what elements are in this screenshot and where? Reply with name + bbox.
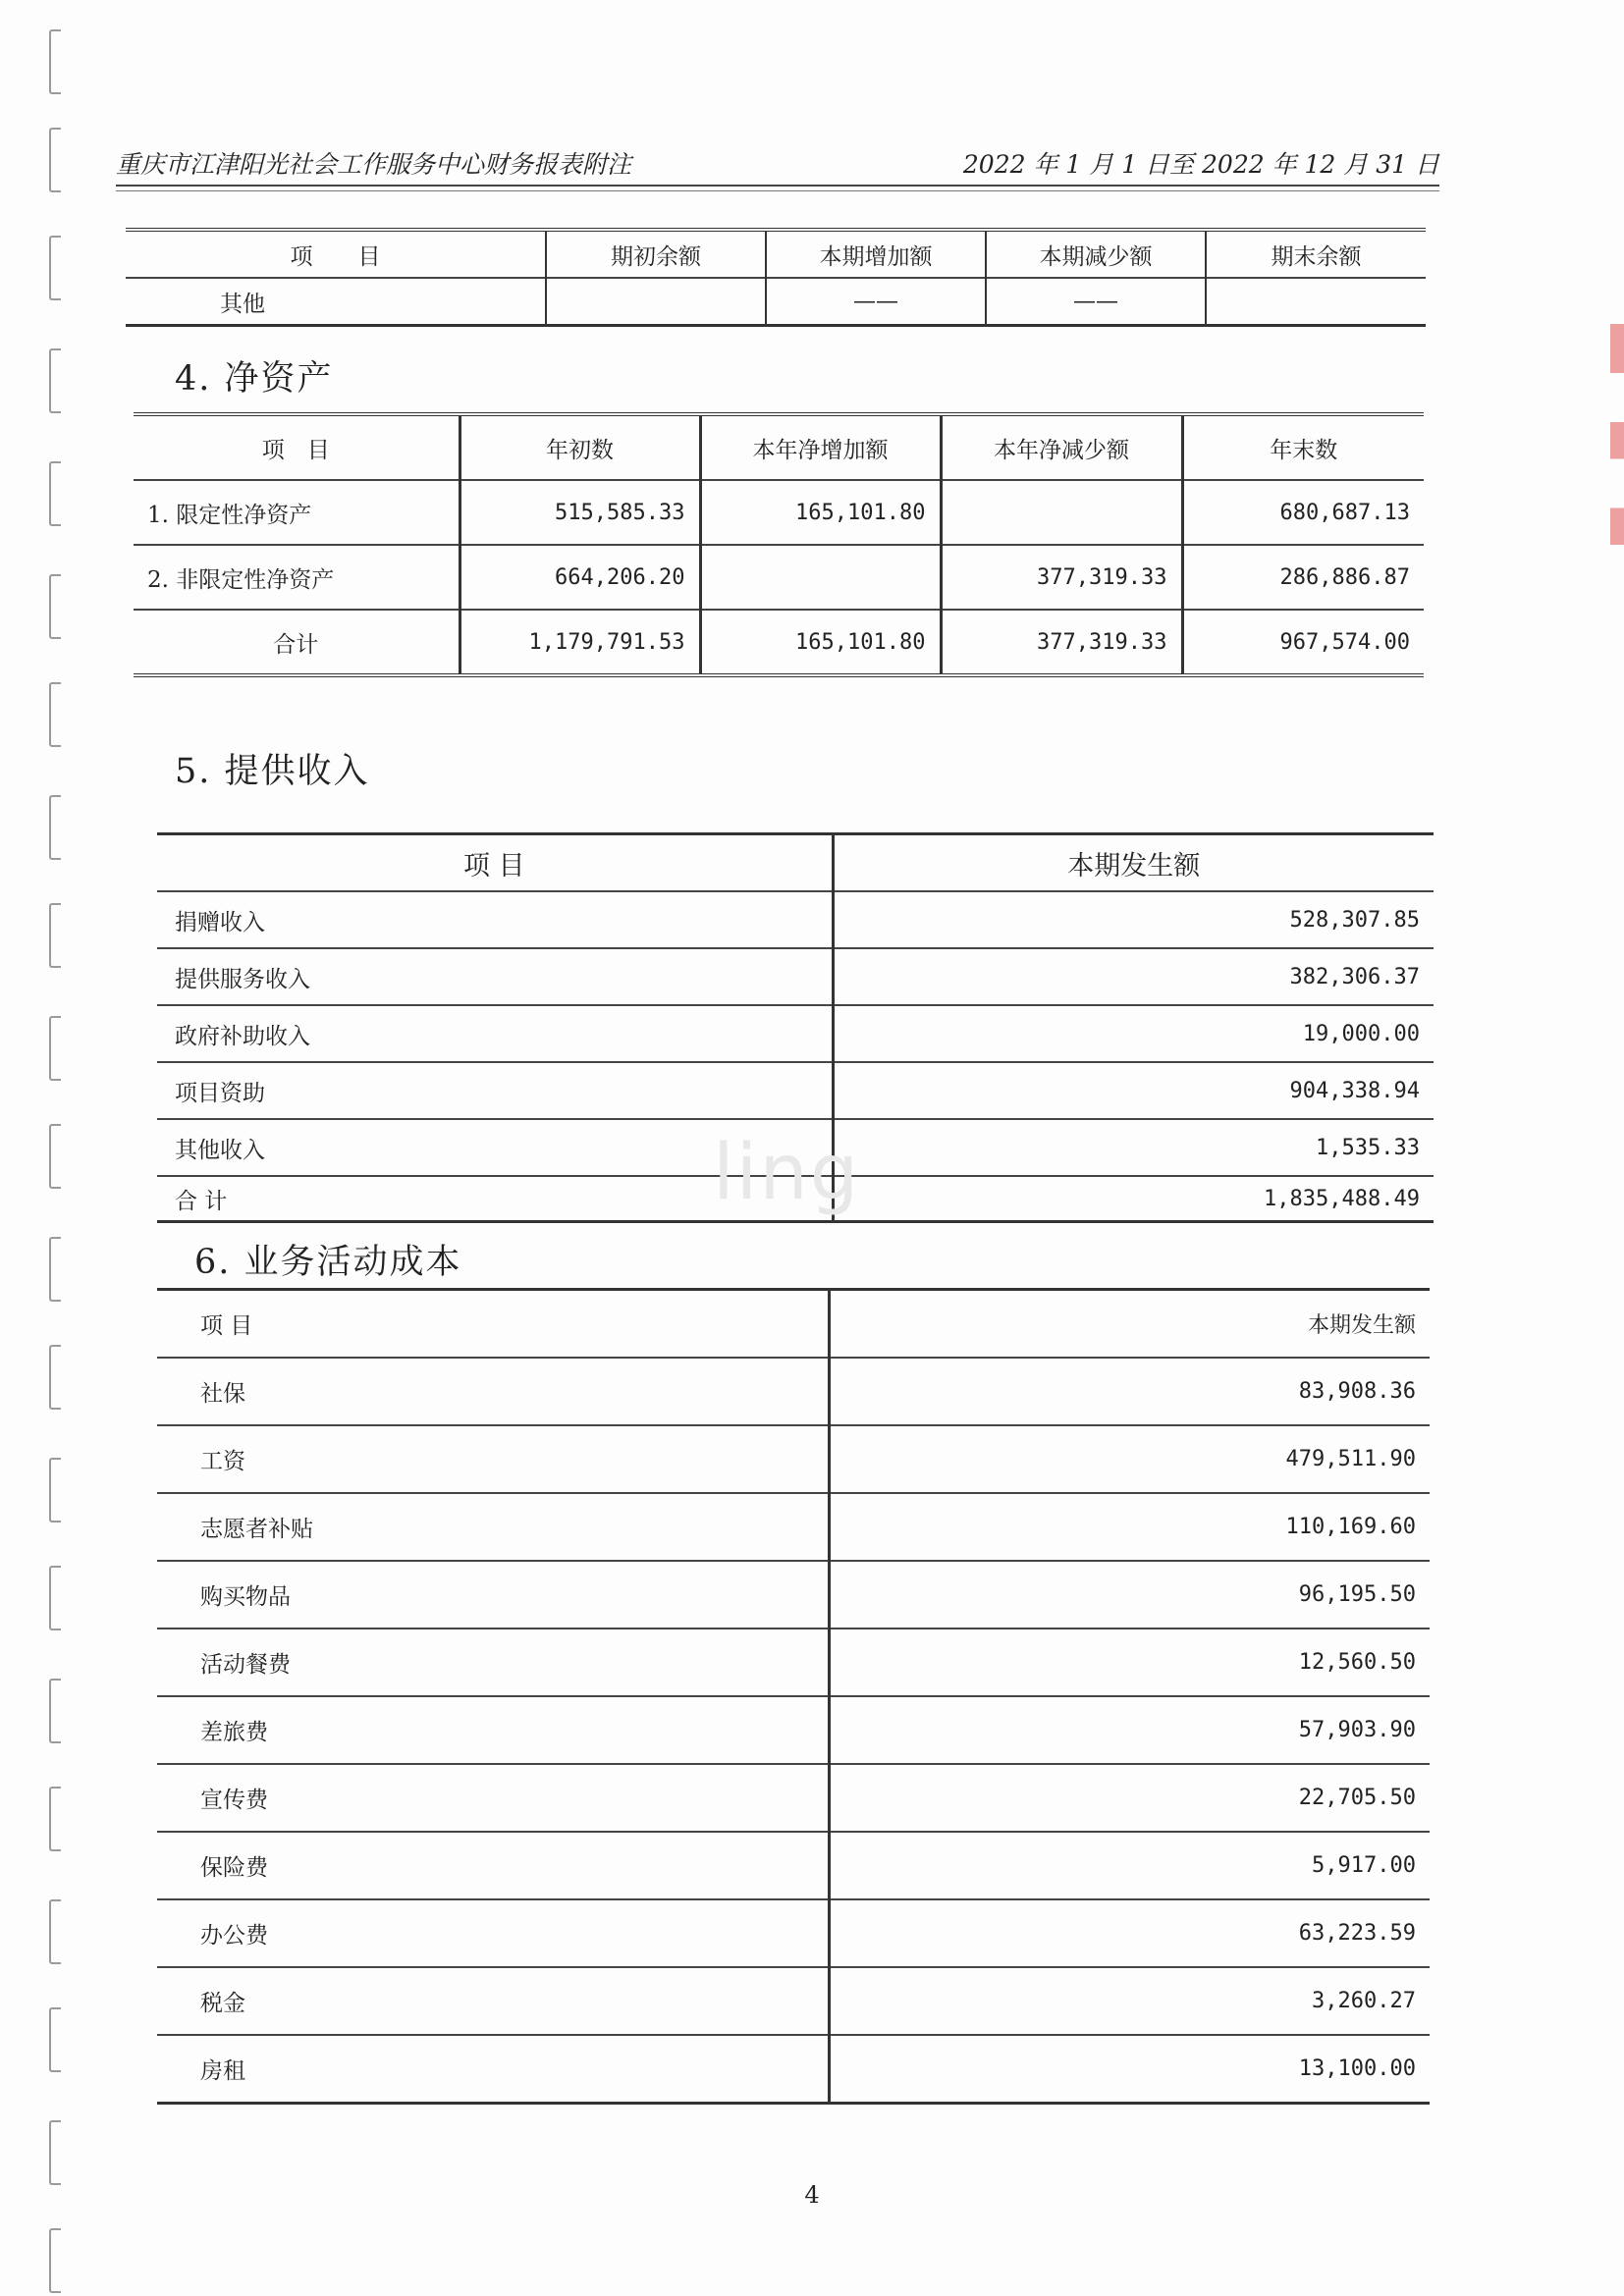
section-title-costs: 6. 业务活动成本 [194,1243,462,1282]
table-row [134,480,1424,545]
seal-stamp-edge [1610,324,1624,569]
cell: 904,338.94 [833,1062,1434,1119]
header-rule [116,190,1439,191]
table-row [126,278,1426,326]
row-label: 宣传费 [157,1764,829,1832]
table-total-row [134,610,1424,675]
table-header-row [157,834,1434,892]
table-header-row [126,230,1426,278]
cell [700,545,941,610]
row-label: 办公费 [157,1899,829,1967]
cell: 83,908.36 [829,1358,1430,1425]
row-label: 房租 [157,2035,829,2104]
section-title-net-assets: 4. 净资产 [175,359,334,399]
header-cell: 本年净增加额 [700,414,941,480]
section-title-revenue: 5. 提供收入 [175,752,370,791]
table-header-row [157,1290,1430,1359]
row-label: 其他收入 [157,1119,833,1176]
table-row [157,1967,1430,2035]
table-row [157,1832,1430,1899]
header-cell: 本期增加额 [766,230,986,278]
table-row [157,1561,1430,1629]
cell: 967,574.00 [1182,610,1424,675]
page-header [116,145,1439,187]
other-table [126,228,1426,327]
header-cell: 本期发生额 [833,834,1434,892]
cell: 13,100.00 [829,2035,1430,2104]
header-cell: 项 目 [157,1290,829,1359]
header-cell: 年初数 [460,414,700,480]
header-cell: 本期减少额 [986,230,1206,278]
row-label: 工资 [157,1425,829,1493]
cell: 57,903.90 [829,1696,1430,1764]
table-row [157,1764,1430,1832]
row-label: 社保 [157,1358,829,1425]
header-cell: 项 目 [126,230,546,278]
table-row [157,1062,1434,1119]
cell: 19,000.00 [833,1005,1434,1062]
row-label: 项目资助 [157,1062,833,1119]
cell: 110,169.60 [829,1493,1430,1561]
cell: 63,223.59 [829,1899,1430,1967]
cell: 1,835,488.49 [833,1176,1434,1222]
table-row [157,1005,1434,1062]
cell: 1,179,791.53 [460,610,700,675]
header-cell: 本期发生额 [829,1290,1430,1359]
table-row [157,1358,1430,1425]
page-number: 4 [804,2181,820,2209]
cell: 377,319.33 [941,610,1182,675]
row-label: 差旅费 [157,1696,829,1764]
row-label: 税金 [157,1967,829,2035]
row-label: 2. 非限定性净资产 [134,545,460,610]
cell: 5,917.00 [829,1832,1430,1899]
header-cell: 期末余额 [1206,230,1426,278]
cell [941,480,1182,545]
cell: 22,705.50 [829,1764,1430,1832]
row-label: 提供服务收入 [157,948,833,1005]
table-row [157,1629,1430,1696]
header-period: 2022 年 1 月 1 日至 2022 年 12 月 31 日 [962,150,1439,179]
header-cell: 项 目 [157,834,833,892]
cell: 515,585.33 [460,480,700,545]
binder-holes [49,0,73,2296]
cell: 377,319.33 [941,545,1182,610]
table-row [157,1696,1430,1764]
cell: 3,260.27 [829,1967,1430,2035]
header-cell: 项 目 [134,414,460,480]
row-label: 活动餐费 [157,1629,829,1696]
cell: 382,306.37 [833,948,1434,1005]
cell: —— [766,278,986,326]
cell: 1,535.33 [833,1119,1434,1176]
header-cell: 本年净减少额 [941,414,1182,480]
cell: 96,195.50 [829,1561,1430,1629]
costs-table [157,1288,1430,2105]
cell: 528,307.85 [833,891,1434,948]
cell: 12,560.50 [829,1629,1430,1696]
table-row [157,948,1434,1005]
cell: —— [986,278,1206,326]
watermark: ling [713,1129,861,1217]
row-label: 购买物品 [157,1561,829,1629]
cell: 664,206.20 [460,545,700,610]
table-row [157,1899,1430,1967]
row-label: 保险费 [157,1832,829,1899]
cell: 286,886.87 [1182,545,1424,610]
table-row [157,891,1434,948]
cell [1206,278,1426,326]
table-row [157,2035,1430,2104]
cell: 165,101.80 [700,480,941,545]
table-row [157,1425,1430,1493]
cell [546,278,766,326]
table-header-row [134,414,1424,480]
row-label: 捐赠收入 [157,891,833,948]
row-label: 政府补助收入 [157,1005,833,1062]
table-row [157,1493,1430,1561]
header-cell: 年末数 [1182,414,1424,480]
header-cell: 期初余额 [546,230,766,278]
header-title: 重庆市江津阳光社会工作服务中心财务报表附注 [116,150,632,179]
row-label: 合 计 [157,1176,833,1222]
cell: 165,101.80 [700,610,941,675]
row-label: 合计 [134,610,460,675]
table-row [134,545,1424,610]
net-assets-table [134,412,1424,677]
row-label: 志愿者补贴 [157,1493,829,1561]
cell: 680,687.13 [1182,480,1424,545]
row-label: 其他 [126,278,546,326]
row-label: 1. 限定性净资产 [134,480,460,545]
cell: 479,511.90 [829,1425,1430,1493]
